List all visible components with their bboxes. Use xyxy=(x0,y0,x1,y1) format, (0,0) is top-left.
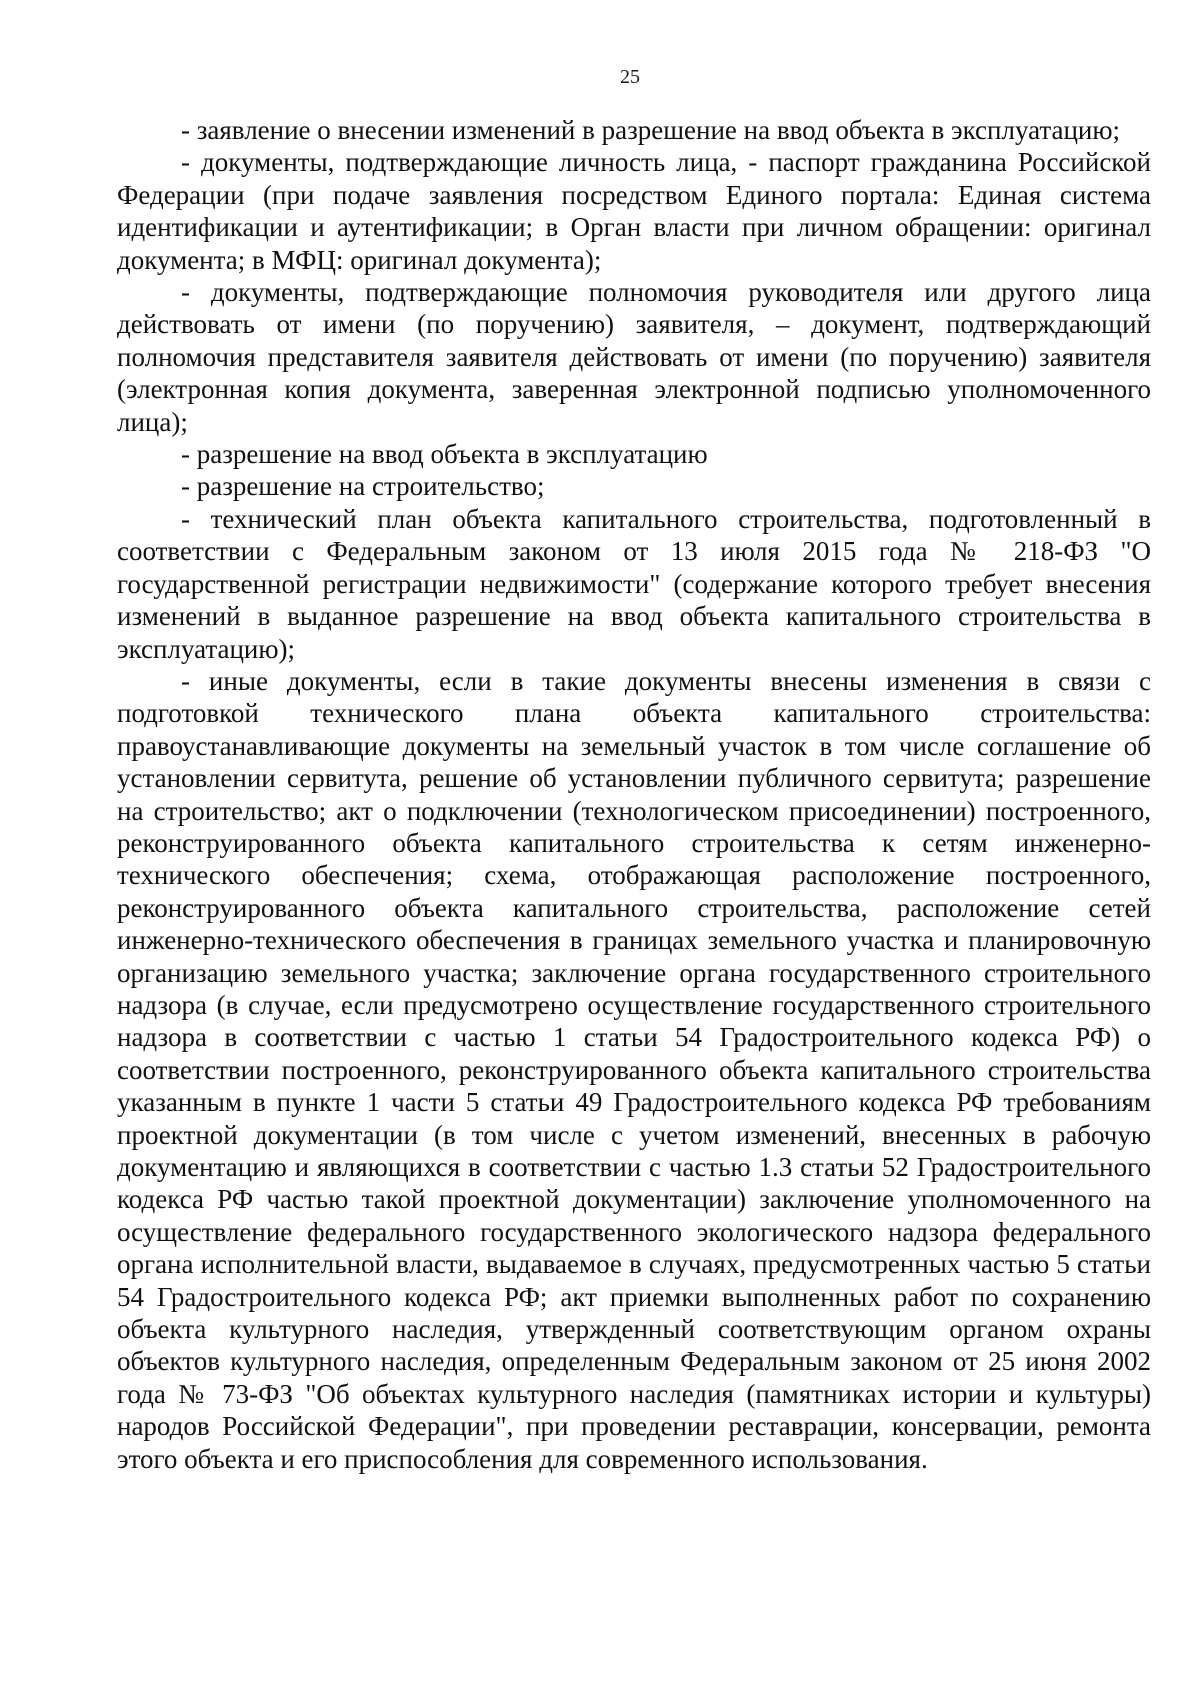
paragraph-application: - заявление о внесении изменений в разрешение на ввод объекта в эксплуатацию; xyxy=(181,115,1121,145)
paragraph-other-documents: - иные документы, если в такие документы внесены изменения в связи с подготовкой технического плана объекта капитального строительства: правоустанавливающие документы на земельный участок в том числе соглашение об установлении сервитута, решение об установлении публичного сервитута; разрешение на строительство; акт о подключении (технологическом присоединении) построенного, реконструированного объекта капитального строительства к сетям инженерно-технического обеспечения; схема, отображающая расположение построенного, реконструированного объекта капитального строительства, расположение сетей инженерно-технического обеспечения в границах земельного участка и планировочную организацию земельного участка; заключение органа государственного строительного надзора (в случае, если предусмотрено осуществление государственного строительного надзора в соответствии с частью 1 статьи 54 Градостроительного кодекса РФ) о соответствии построенного, реконструированного объекта капитального строительства указанным в пункте 1 части 5 статьи 49 Градостроительного кодекса РФ требованиям проектной документации (в том числе с учетом изменений, внесенных в рабочую документацию и являющихся в соответствии с частью 1.3 статьи 52 Градостроительного кодекса РФ частью такой проектной документации) заключение уполномоченного на осуществление федерального государственного экологического надзора федерального органа исполнительной власти, выдаваемое в случаях, предусмотренных частью 5 статьи 54 Градостроительного кодекса РФ; акт приемки выполненных работ по сохранению объекта культурного наследия, утвержденный соответствующим органом охраны объектов культурного наследия, определенным Федеральным законом от 25 июня 2002 года № 73-ФЗ "Об объектах культурного наследия (памятниках истории и культуры) народов Российской Федерации", при проведении реставрации, консервации, ремонта этого объекта и его приспособления для современного использования. xyxy=(117,665,1151,1474)
paragraph-construction-permit: - разрешение на строительство; xyxy=(181,471,545,502)
page-number: 25 xyxy=(620,66,640,88)
paragraph-identity-documents: - документы, подтверждающие личность лица, - паспорт гражданина Российской Федерации (при подаче заявления посредством Единого портала: Единая система идентификации и аутентификации; в Орган власти при личном обращении: оригинал документа; в МФЦ: оригинал документа); xyxy=(117,147,1151,275)
paragraph-commissioning-permit: - разрешение на ввод объекта в эксплуатацию xyxy=(181,439,708,470)
paragraph-technical-plan: - технический план объекта капитального строительства, подготовленный в соответствии с Федеральным законом от 13 июля 2015 года № 218-ФЗ "О государственной регистрации недвижимости" (содержание которого требует внесения изменений в выданное разрешение на ввод объекта капитального строительства в эксплуатацию); xyxy=(117,503,1151,664)
paragraph-authority-documents: - документы, подтверждающие полномочия руководителя или другого лица действовать от имени (по поручению) заявителя, – документ, подтверждающий полномочия представителя заявителя действовать от имени (по поручению) заявителя (электронная копия документа, заверенная электронной подписью уполномоченного лица); xyxy=(117,277,1151,437)
document-body xyxy=(117,114,1151,1475)
